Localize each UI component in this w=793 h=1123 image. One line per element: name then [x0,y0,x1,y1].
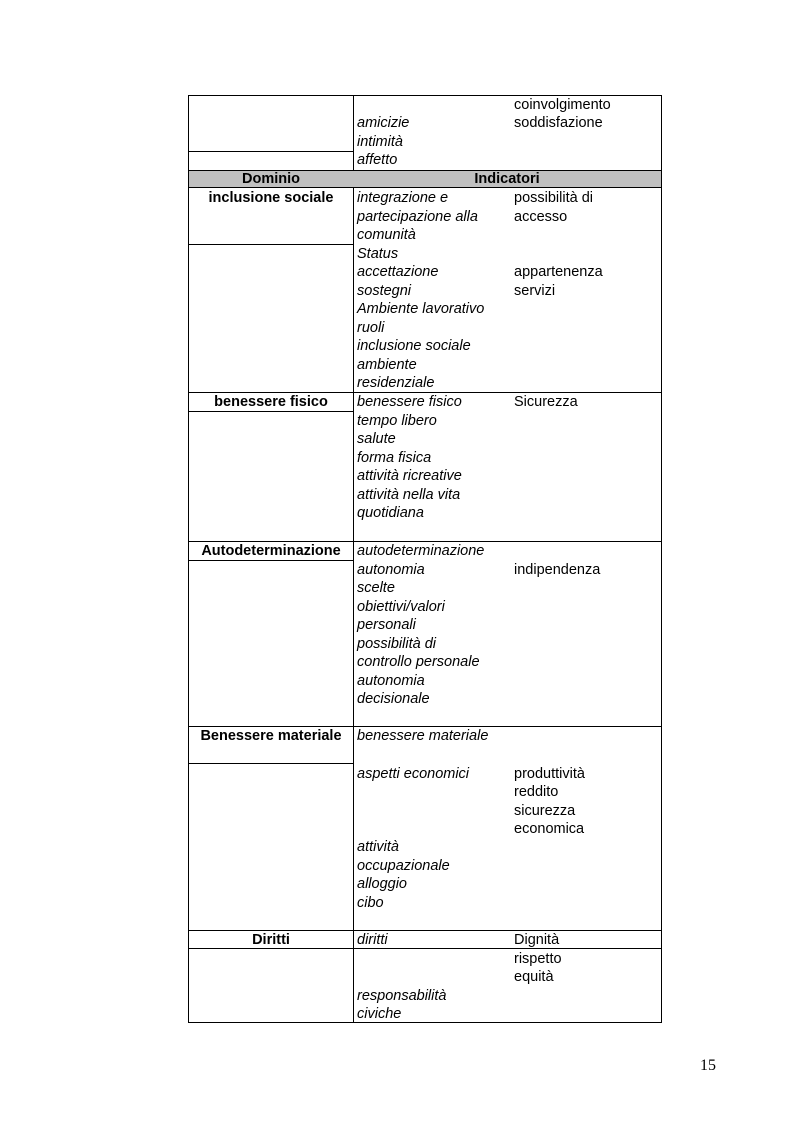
indicator: alloggio [357,876,407,892]
indicator: decisionale [357,691,430,707]
sub-indicator: sicurezza [514,803,576,819]
domain-label: benessere fisico [214,394,328,410]
header-indicators: Indicatori [474,171,540,187]
indicator: personali [357,617,416,633]
indicator: civiche [357,1006,402,1022]
row-divider [189,151,353,152]
indicators-table [188,95,662,1023]
indicator: quotidiana [357,505,424,521]
indicator: residenziale [357,375,435,391]
indicator: cibo [357,895,384,911]
indicator: autonomia [357,673,425,689]
indicator: ambiente [357,357,417,373]
domain-label: inclusione sociale [208,190,334,206]
indicator: ruoli [357,320,385,336]
indicator: attività [357,839,399,855]
indicator: autonomia [357,562,425,578]
indicator: affetto [357,152,398,168]
sub-indicator: indipendenza [514,562,601,578]
domain-label: Autodeterminazione [201,543,341,559]
indicator: tempo libero [357,413,437,429]
indicator: sostegni [357,283,412,299]
indicator: autodeterminazione [357,543,485,559]
indicator: intimità [357,134,403,150]
sub-indicator: servizi [514,283,556,299]
sub-indicator: accesso [514,209,568,225]
indicator: integrazione e [357,190,449,206]
indicator: attività nella vita [357,487,461,503]
indicator: benessere fisico [357,394,462,410]
column-divider [353,96,354,1022]
row-divider [189,763,353,764]
indicator: obiettivi/valori [357,599,445,615]
indicator: occupazionale [357,858,450,874]
indicator: Status [357,246,399,262]
row-divider [189,244,353,245]
sub-indicator: equità [514,969,554,985]
indicator: amicizie [357,115,410,131]
sub-indicator: Sicurezza [514,394,578,410]
header-domain: Dominio [242,171,300,187]
indicator: partecipazione alla [357,209,478,225]
indicator: accettazione [357,264,439,280]
indicator: comunità [357,227,416,243]
indicator: controllo personale [357,654,480,670]
indicator: diritti [357,932,388,948]
indicator: benessere materiale [357,728,489,744]
sub-indicator: economica [514,821,585,837]
sub-indicator: coinvolgimento [514,97,611,113]
indicator: scelte [357,580,395,596]
sub-indicator: possibilità di [514,190,593,206]
indicator: forma fisica [357,450,432,466]
domain-label: Benessere materiale [200,728,342,744]
sub-indicator: reddito [514,784,559,800]
indicator: responsabilità [357,988,447,1004]
indicator: salute [357,431,396,447]
sub-indicator: Dignità [514,932,560,948]
domain-label: Diritti [252,932,290,948]
indicator: Ambiente lavorativo [357,301,485,317]
page-number: 15 [700,1057,716,1074]
sub-indicator: soddisfazione [514,115,603,131]
sub-indicator: rispetto [514,951,562,967]
indicator: inclusione sociale [357,338,471,354]
sub-indicator: produttività [514,766,585,782]
indicator: aspetti economici [357,766,470,782]
sub-indicator: appartenenza [514,264,603,280]
indicator: possibilità di [357,636,436,652]
indicator: attività ricreative [357,468,462,484]
